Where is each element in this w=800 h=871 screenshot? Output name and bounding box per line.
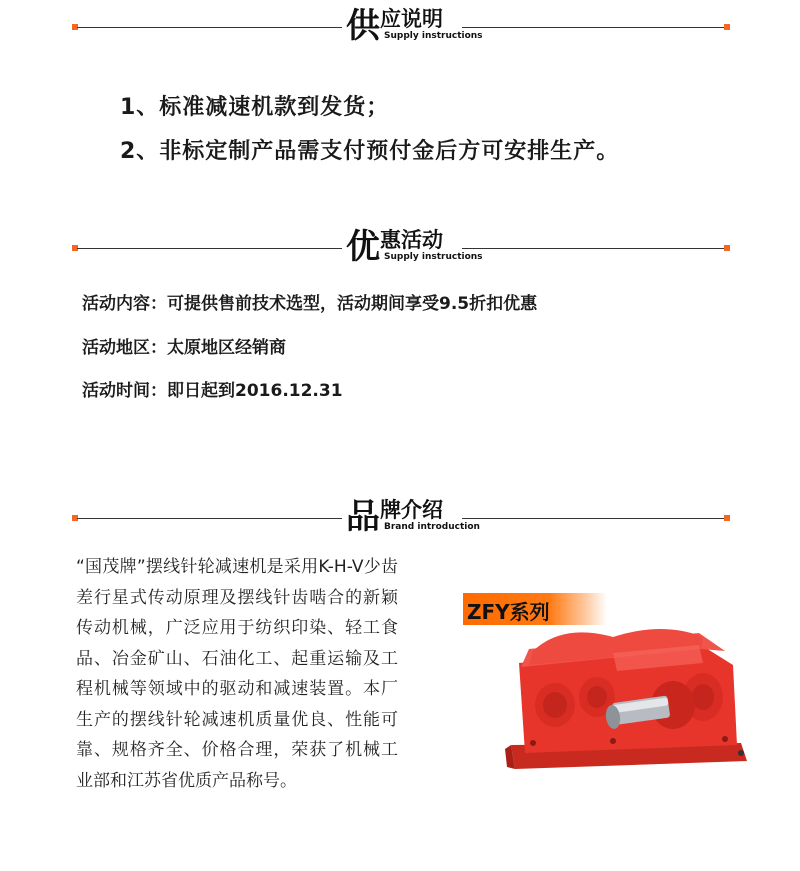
header-rule-left — [77, 518, 342, 519]
supply-item-2: 2、非标定制产品需支付预付金后方可安排生产。 — [120, 139, 620, 164]
gearbox-image — [463, 593, 753, 793]
header-rule-right — [462, 518, 727, 519]
supply-section-header — [0, 0, 800, 46]
header-dot-right — [724, 24, 730, 30]
brand-description: “国茂牌”摆线针轮减速机是采用K-H-V少齿差行星式传动原理及摆线针齿啮合的新颖传动机械，广泛应用于纺织印染、轻工食品、冶金矿山、石油化工、起重运输及工程机械等领域中的驱动和减速装置。本厂生产的摆线针轮减速机质量优良、性能可靠、规格齐全、价格合理，荣获了机械工业部和江苏省优质产品称号。 — [76, 557, 398, 791]
brand-section-subtitle: Brand introduction — [384, 522, 480, 532]
product-series-text: ZFY系列 — [467, 600, 550, 624]
header-dot-right — [724, 515, 730, 521]
title-big-char: 品 — [346, 497, 380, 537]
supply-section-subtitle: Supply instructions — [384, 31, 483, 41]
header-rule-left — [77, 248, 342, 249]
promotion-section-header — [0, 221, 800, 267]
title-rest: 应说明 — [380, 7, 443, 31]
product-showcase — [463, 593, 753, 793]
title-big-char: 优 — [346, 227, 380, 267]
promotion-item-time: 活动时间：即日起到2016.12.31 — [82, 381, 343, 401]
header-rule-right — [462, 248, 727, 249]
header-dot-right — [724, 245, 730, 251]
title-rest: 牌介绍 — [380, 498, 443, 522]
header-rule-right — [462, 27, 727, 28]
promotion-section-subtitle: Supply instructions — [384, 252, 483, 262]
promotion-item-content: 活动内容：可提供售前技术选型，活动期间享受9.5折扣优惠 — [82, 294, 538, 314]
title-rest: 惠活动 — [380, 228, 443, 252]
title-big-char: 供 — [346, 6, 380, 46]
promotion-item-region: 活动地区：太原地区经销商 — [82, 338, 286, 358]
supply-item-1: 1、标准减速机款到发货； — [120, 95, 390, 120]
header-rule-left — [77, 27, 342, 28]
brand-section-header — [0, 491, 800, 537]
